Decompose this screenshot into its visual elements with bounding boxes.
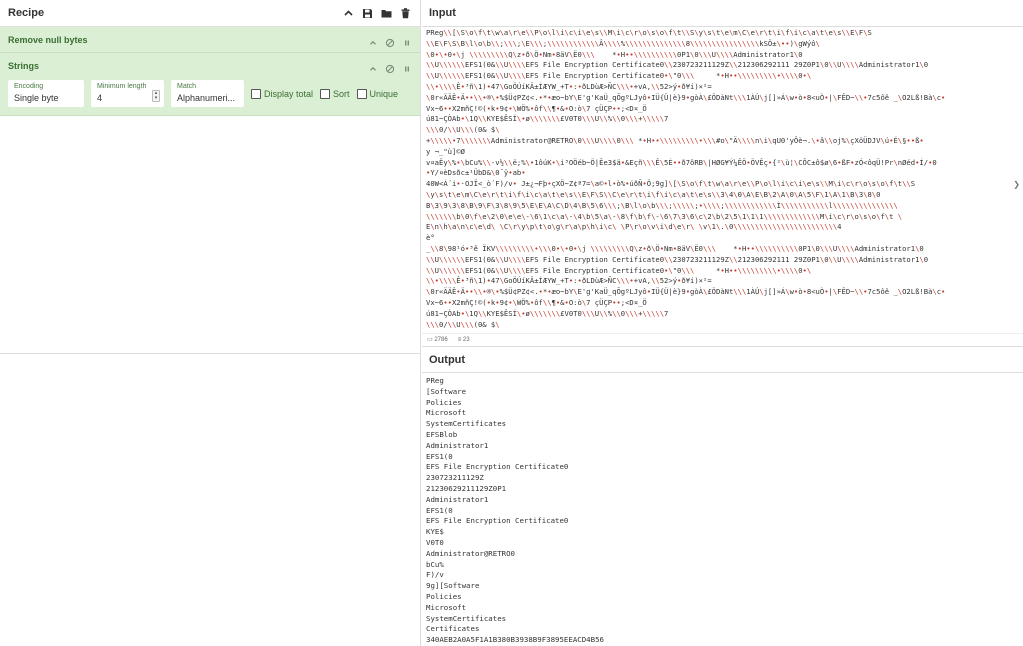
output-line: EFS File Encryption Certificate0 [426, 516, 569, 526]
disable-icon[interactable] [385, 61, 395, 71]
operation-title: Strings [8, 60, 40, 71]
input-header [422, 0, 1023, 27]
input-line: \0r«ÄÄÊ•Ä••\\•®\•%$Ü¢PZ¢<.•*•æo~bY\E'g'KaÜ_qÕgºLJyô•IÜ{Ü|è}9•gòÀ\£ÖDàNt\\\1ÀÚ\j[]»Á\w•ò•8<uÒ•|\FÊD~\\•7c5ôê _\O2Lß!Bà\c• [426, 92, 946, 102]
input-line: \y\s\t\e\m\C\e\r\t\i\f\i\c\a\t\e\s\\E\F\S\\C\e\r\t\i\f\i\c\a\t\e\s\\3\4\0\A\E\B\2\A\0\A\5\F\1\A\1\B\3\8\0 [426, 189, 881, 199]
display-total-label: Display total [264, 88, 314, 99]
output-line: Policies [426, 591, 462, 601]
input-line: \\\\\\\b\0\f\e\2\0\e\e\-\6\1\c\a\-\4\b\5\a\-\8\f\b\f\-\6\7\3\6\c\2\b\2\5\1\1\1\\\\\\\\\\\\\M\i\c\r\o\s\o\f\t \ [426, 211, 903, 221]
input-line: 40W<Á´i•·OJÏ<_ò´F)/v• J±¿¬Fþ•çXÖ~Z¢ª7=\a©•l•ò%•úðÑ•Ö;9g]\[\S\o\f\t\w\a\r\e\\P\o\l\i\c\i\e\s\\M\i\c\r\o\s\o\f\t\\S [426, 179, 916, 189]
output-line: Administrator1 [426, 440, 489, 450]
output-line: KYE$ [426, 527, 444, 537]
output-header [422, 347, 1023, 373]
input-line: \\\0/\\U\\\(0& $\ [426, 125, 500, 135]
output-line: Administrator@RETRO0 [426, 548, 515, 558]
recipe-pane [0, 0, 421, 646]
operation-title: Remove null bytes [8, 34, 88, 45]
breakpoint-pause-icon[interactable] [402, 61, 412, 71]
recipe-header [0, 0, 420, 27]
input-line: \\U\\\\\\EFS1(0&\\U\\\\EFS File Encryption Certificate0\\230723211129Z\\212306292111 29Z0P1\0\\U\\\\Administrator1\0 [426, 254, 929, 264]
recipe-drop-area[interactable] [0, 118, 420, 354]
input-textarea[interactable] [426, 28, 1016, 333]
output-line: SystemCertificates [426, 613, 507, 623]
recipe-title: Recipe [8, 7, 45, 19]
input-line: •Y/¤èDsðc±¹ÜbD&\0¯ÿ•ab• [426, 168, 526, 178]
save-icon[interactable] [361, 7, 374, 20]
lines-value: 23 [462, 336, 470, 343]
minimum-length-value: 4 [97, 93, 103, 103]
output-line: Administrator1 [426, 494, 489, 504]
collapse-icon[interactable] [368, 35, 378, 45]
output-line: Microsoft [426, 408, 467, 418]
output-line: EFS File Encryption Certificate0 [426, 462, 569, 472]
input-line: +\\\\\•7\\\\\\\Administrator@RETRO\0\\\U\\\\0\\\ *•H••\\\\\\\\\•\\\#o\"Ä\\\\n\i\qU0'yÔè¬.\•â\\oj%\çXöÜDJV\ú•É\§••ß• [426, 135, 924, 145]
output-line: 340AEB2A0A5F1A1B380B3938B9F3895EEACD4B56 [426, 635, 604, 645]
output-line: V0T0 [426, 537, 444, 547]
output-line: 21230629211129Z0P1 [426, 483, 507, 493]
input-line: PReg\\[\S\o\f\t\w\a\r\e\\P\o\l\i\c\i\e\s\\M\i\c\r\o\s\o\f\t\\S\y\s\t\e\m\C\e\r\t\i\f\i\c\a\t\e\s\\E\F\S [426, 28, 872, 37]
input-status-bar [422, 333, 1023, 345]
encoding-select[interactable] [8, 80, 84, 107]
disable-icon[interactable] [385, 35, 395, 45]
match-value: Alphanumeri... [177, 93, 236, 103]
output-line: PReg [426, 376, 444, 385]
input-line: \0•\•0•\j \\\\\\\\\Q\z•ð\Ö•Nm•8äV\Ë0\\\ *•H••\\\\\\\\\\0P1\0\\\U\\\\Administrator1\0 [426, 49, 803, 59]
display-total-checkbox[interactable] [251, 89, 313, 99]
strings-arguments [0, 78, 420, 115]
input-line: ú81~ÇÒAb•\1Q\\KYE$ÊSÍ\•ø\\\\\\\£V0T0\\\U\\%\\0\\\+\\\\\7 [426, 114, 669, 124]
input-line: v¤aÊy\%•\bCu%\\-v½\\ë;%\•1ôúK•\i³OÖéb~Ö|Êe3$ä•&Eçñ\\\Ê\5É••ð7ôRB\|HØG¥Ý¼ÊÖ•ÖVÊç•{²\ù¦\CÔC±ô$ø\6•ßF•zÓ<ôqÜ!Pr\nØéd•Í/•0 [426, 157, 937, 167]
output-title: Output [429, 353, 466, 366]
input-line: Vx~6••X2mñÇ!©(•k•9¢•\WÖ%•ôf\\¶•&•O:ò\7 çÜÇP••;<D¤_Ö [426, 103, 647, 113]
output-textarea[interactable] [426, 376, 1016, 646]
output-line: Certificates [426, 624, 480, 634]
checkbox-box[interactable] [357, 89, 367, 99]
output-line: EFS1(0 [426, 505, 453, 515]
breakpoint-pause-icon[interactable] [402, 35, 412, 45]
output-line: 9g][Software [426, 581, 480, 591]
output-line: F)/v [426, 570, 444, 580]
match-select[interactable] [171, 80, 244, 107]
number-spinner[interactable]: ▴ ▾ [152, 90, 160, 102]
output-line: 230723211129Z [426, 473, 484, 483]
input-line: \\U\\\\\\EFS1(0&\\U\\\\EFS File Encryption Certificate0\\230723211129Z\\212306292111 29Z0P1\0\\U\\\\Administrator1\0 [426, 60, 929, 70]
operation-remove-null-bytes[interactable] [0, 27, 420, 53]
output-line: Microsoft [426, 602, 467, 612]
checkbox-box[interactable] [320, 89, 330, 99]
output-line: bCu% [426, 559, 444, 569]
input-title: Input [429, 7, 456, 19]
output-line: EFSBlob [426, 429, 458, 439]
checkbox-box[interactable] [251, 89, 261, 99]
input-line: \\\0/\\U\\\(0& $\ [426, 319, 500, 329]
input-line: \\U\\\\\\EFS1(0&\\U\\\\EFS File Encryption Certificate0•\"0\\\ *•H••\\\\\\\\\•\\\\0•\ [426, 265, 812, 275]
operation-strings[interactable] [0, 53, 420, 116]
length-value: 2786 [434, 337, 448, 343]
output-line: Policies [426, 397, 462, 407]
collapse-icon[interactable] [368, 61, 378, 71]
encoding-value: Single byte [14, 93, 59, 103]
input-line: E\n\h\a\n\c\e\d\ \C\r\y\p\t\o\g\r\a\p\h\i\c\ \P\r\o\v\i\d\e\r\ \v\1\.\0\\\\\\\\\\\\\\\\\\\\\\\\4 [426, 222, 842, 232]
input-line: è° [426, 233, 435, 243]
encoding-label: Encoding [14, 83, 44, 90]
scroll-right-icon[interactable]: ❯ [1013, 180, 1020, 189]
unique-checkbox[interactable] [357, 89, 399, 99]
chevron-up-icon[interactable] [342, 7, 355, 20]
output-line: [Software [426, 386, 467, 396]
length-stat: ▭ 2786 [427, 337, 448, 343]
input-line: \\E\F\S\B\l\o\b\\;\\\;\E\\\;\\\\\\\\\\\\Â\\\\%\\\\\\\\\\\\\\8\\\\\\\\\\\\\\\\kSÖ±\••)\gWýô\ [426, 38, 820, 48]
folder-icon[interactable] [380, 7, 393, 20]
minimum-length-label: Minimum length [97, 83, 147, 90]
input-line: \0r«ÄÄÊ•Ä••\\•®\•%$Ü¢PZ¢<.•*•æo~bY\E'g'KaÜ_qÕgºLJyô•IÜ{Ü|è}9•gòÀ\£ÖDàNt\\\1ÀÚ\j[]»Á\w•ò•8<uÒ•|\FÊD~\\•7c5ôê _\O2Lß!Bà\c• [426, 287, 946, 297]
output-line: EFS1(0 [426, 451, 453, 461]
lines-stat: ≡ 23 [457, 336, 470, 343]
input-line: B\3\9\3\8\B\9\F\3\8\9\5\E\E\A\C\D\4\B\5\6\\\;\B\l\o\b\\\;\\\\\;•\\\\;\\\\\\\\\\\\Ì\\\\\\\\\\\l\\\\\\\\\\\\\\\ [426, 200, 898, 210]
sort-label: Sort [333, 88, 350, 99]
input-line: \\•\\\\Ê•³ñ\1)•47\GoÖÚíKÄ±ÍÆYW_+T•:•ðLDùÆ>ÑC\\\•+vA,\\52>ý•ð¥í)×²= [426, 81, 712, 91]
minimum-length-field[interactable] [91, 80, 164, 107]
input-line: \\U\\\\\\EFS1(0&\\U\\\\EFS File Encryption Certificate0•\"0\\\ *•H••\\\\\\\\\•\\\\0•\ [426, 71, 812, 81]
input-line: ú81~ÇÒAb•\1Q\\KYE$ÊSÍ\•ø\\\\\\\£V0T0\\\U\\%\\0\\\+\\\\\7 [426, 308, 669, 318]
input-line: _\\8\98¹ó•³ê ÏKV\\\\\\\\\•\\\0•\•0•\j \\\\\\\\\Q\z•ð\Ö•Nm•8äV\Ë0\\\ *•H••\\\\\\\\\\0P1\0\\\U\\\\Administrator1\0 [426, 243, 924, 253]
input-line: Vx~6••X2mñÇ!©(•k•9¢•\WÖ%•ôf\\¶•&•O:ò\7 çÜÇP••;<D¤_Ö [426, 297, 647, 307]
output-line: SystemCertificates [426, 419, 507, 429]
trash-icon[interactable] [399, 7, 412, 20]
input-pane [422, 0, 1023, 345]
output-pane [422, 346, 1023, 646]
sort-checkbox[interactable] [320, 89, 350, 99]
input-line: \\•\\\\Ê•³ñ\1)•47\GoÖÚíKÄ±ÍÆYW_+T•:•ðLDùÆ>ÑC\\\•+vA,\\52>ý•ð¥í)×²= [426, 276, 712, 286]
match-label: Match [177, 83, 197, 90]
input-line: y ¬_"ù]©Ø [426, 146, 465, 156]
unique-label: Unique [369, 88, 399, 99]
